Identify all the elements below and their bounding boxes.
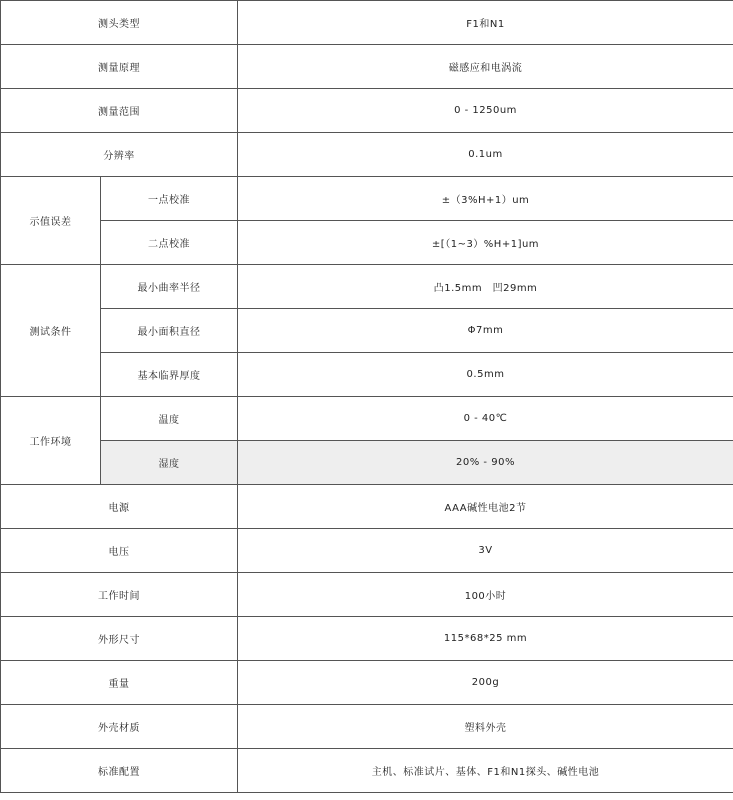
row-value: 磁感应和电涡流 xyxy=(238,45,733,89)
row-value: 0.1um xyxy=(238,133,733,177)
table-row xyxy=(1,133,733,177)
table-row xyxy=(1,617,733,661)
table-row xyxy=(1,573,733,617)
table-row xyxy=(1,529,733,573)
sub-label: 二点校准 xyxy=(101,221,238,265)
sub-label: 湿度 xyxy=(101,441,238,485)
row-value: 20% - 90% xyxy=(238,441,733,485)
sub-label: 一点校准 xyxy=(101,177,238,221)
row-label: 测量范围 xyxy=(1,89,238,133)
row-label: 重量 xyxy=(1,661,238,705)
table-row xyxy=(1,45,733,89)
row-value: F1和N1 xyxy=(238,1,733,45)
row-value: 115*68*25 mm xyxy=(238,617,733,661)
row-label: 测头类型 xyxy=(1,1,238,45)
row-value: 3V xyxy=(238,529,733,573)
table-row xyxy=(1,221,733,265)
row-value: ±（3%H+1）um xyxy=(238,177,733,221)
table-row xyxy=(1,661,733,705)
row-label: 外形尺寸 xyxy=(1,617,238,661)
row-label: 测量原理 xyxy=(1,45,238,89)
row-label: 电源 xyxy=(1,485,238,529)
sub-label: 最小曲率半径 xyxy=(101,265,238,309)
row-value: 主机、标准试片、基体、F1和N1探头、碱性电池 xyxy=(238,749,733,793)
row-label: 外壳材质 xyxy=(1,705,238,749)
row-value: 200g xyxy=(238,661,733,705)
table-row xyxy=(1,485,733,529)
table-row xyxy=(1,177,733,221)
group-label: 测试条件 xyxy=(1,265,101,397)
sub-label: 温度 xyxy=(101,397,238,441)
table-row xyxy=(1,265,733,309)
row-label: 电压 xyxy=(1,529,238,573)
table-row xyxy=(1,353,733,397)
row-value: 凸1.5mm 凹29mm xyxy=(238,265,733,309)
table-row xyxy=(1,397,733,441)
table-row xyxy=(1,441,733,485)
table-row xyxy=(1,89,733,133)
row-value: Φ7mm xyxy=(238,309,733,353)
row-value: 0 - 40℃ xyxy=(238,397,733,441)
row-value: 0 - 1250um xyxy=(238,89,733,133)
table-row xyxy=(1,1,733,45)
group-label: 示值误差 xyxy=(1,177,101,265)
table-row xyxy=(1,749,733,793)
row-label: 标准配置 xyxy=(1,749,238,793)
row-label: 工作时间 xyxy=(1,573,238,617)
table-row xyxy=(1,309,733,353)
sub-label: 基本临界厚度 xyxy=(101,353,238,397)
row-value: 塑料外壳 xyxy=(238,705,733,749)
row-label: 分辨率 xyxy=(1,133,238,177)
table-row xyxy=(1,705,733,749)
row-value: 100小时 xyxy=(238,573,733,617)
sub-label: 最小面积直径 xyxy=(101,309,238,353)
group-label: 工作环境 xyxy=(1,397,101,485)
row-value: AAA碱性电池2节 xyxy=(238,485,733,529)
row-value: ±[（1~3）%H+1]um xyxy=(238,221,733,265)
row-value: 0.5mm xyxy=(238,353,733,397)
